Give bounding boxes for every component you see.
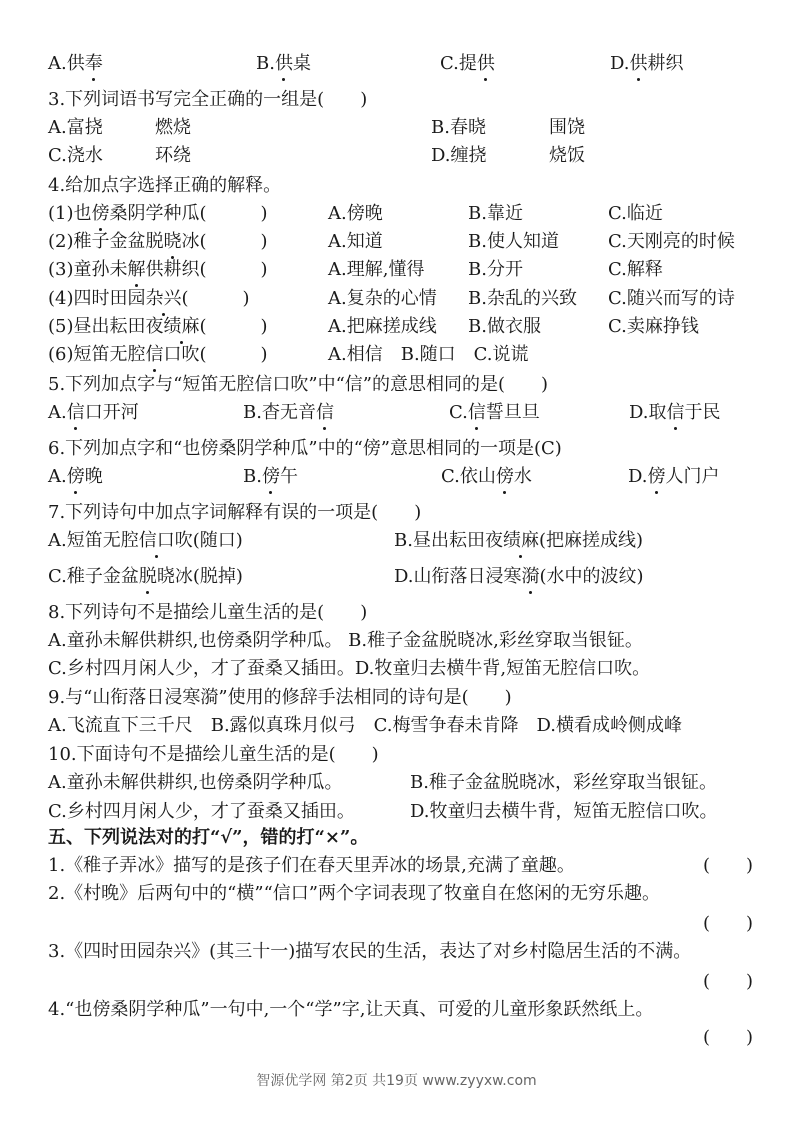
q4-option-c: C.解释 <box>608 259 663 280</box>
q5-option-b: B.杳无音信 <box>243 402 334 423</box>
q6-option-b: B.傍午 <box>243 466 298 487</box>
q4-option-b: B.分开 <box>468 259 523 280</box>
q6-option-c: C.依山傍水 <box>441 466 532 487</box>
q10-option-a: A.童孙未解供耕织,也傍桑阴学种瓜。 <box>48 772 343 793</box>
q3-option-a2: 燃烧 <box>155 117 191 138</box>
q4-question: (5)昼出耘田夜绩麻( ) <box>48 316 268 337</box>
q4-option-b: B.做衣服 <box>468 316 541 337</box>
q5-stem: 5.下列加点字与“短笛无腔信口吹”中“信”的意思相同的是( ) <box>48 374 549 395</box>
q3-option-d1: D.缠挠 <box>431 145 487 166</box>
q4-option-a: A.把麻搓成线 <box>328 316 437 337</box>
q4-question: (3)童孙未解供耕织( ) <box>48 259 268 280</box>
q4-option-c: C.卖麻挣钱 <box>608 316 699 337</box>
q6-option-d: D.傍人门户 <box>628 466 720 487</box>
answer-parentheses[interactable]: ( ) <box>702 855 753 876</box>
q4-option-a: A.理解,懂得 <box>328 259 425 280</box>
q5-option-c: C.信誓旦旦 <box>449 402 540 423</box>
q4-option-a: A.傍晚 <box>328 203 383 224</box>
q2-option-a: A.供奉 <box>48 53 103 74</box>
statement-text: 1.《稚子弄冰》描写的是孩子们在春天里弄冰的场景,充满了童趣。 <box>48 855 575 876</box>
q7-option-d: D.山衔落日浸寒漪(水中的波纹) <box>394 566 644 587</box>
q4-option-a: A.知道 <box>328 231 383 252</box>
section-five-title: 五、下列说法对的打“√”，错的打“×”。 <box>48 827 369 848</box>
q3-option-c1: C.浇水 <box>48 145 103 166</box>
q4-option-c: C.天刚亮的时候 <box>608 231 735 252</box>
q10-option-d: D.牧童归去横牛背，短笛无腔信口吹。 <box>410 801 718 822</box>
q9-stem: 9.与“山衔落日浸寒漪”使用的修辞手法相同的诗句是( ) <box>48 687 512 708</box>
q4-option-a: A.复杂的心情 <box>328 288 437 309</box>
q3-stem: 3.下列词语书写完全正确的一组是( ) <box>48 89 368 110</box>
q4-question: (1)也傍桑阴学种瓜( ) <box>48 203 268 224</box>
q4-question: (2)稚子金盆脱晓冰( ) <box>48 231 268 252</box>
q3-option-d2: 烧饭 <box>549 145 585 166</box>
q7-option-a: A.短笛无腔信口吹(随口) <box>48 530 243 551</box>
true-false-item: 2.《村晚》后两句中的“横”“信口”两个字词表现了牧童自在悠闲的无穷乐趣。 <box>48 883 660 904</box>
q7-stem: 7.下列诗句中加点字词解释有误的一项是( ) <box>48 502 422 523</box>
answer-parentheses[interactable]: ( ) <box>702 971 753 992</box>
q5-option-a: A.信口开河 <box>48 402 139 423</box>
q4-option-c: C.临近 <box>608 203 663 224</box>
q6-stem: 6.下列加点字和“也傍桑阴学种瓜”中的“傍”意思相同的一项是(C) <box>48 438 562 459</box>
true-false-item: 4.“也傍桑阴学种瓜”一句中,一个“学”字,让天真、可爱的儿童形象跃然纸上。 <box>48 999 654 1020</box>
q8-stem: 8.下列诗句不是描绘儿童生活的是( ) <box>48 602 368 623</box>
q10-option-b: B.稚子金盆脱晓冰，彩丝穿取当银钲。 <box>410 772 717 793</box>
true-false-item <box>48 854 753 878</box>
true-false-item: 3.《四时田园杂兴》(其三十一)描写农民的生活，表达了对乡村隐居生活的不满。 <box>48 941 692 962</box>
q5-option-d: D.取信于民 <box>629 402 721 423</box>
q7-option-b: B.昼出耘田夜绩麻(把麻搓成线) <box>394 530 643 551</box>
q4-question: (4)四时田园杂兴( ) <box>48 288 250 309</box>
answer-parentheses[interactable]: ( ) <box>702 913 753 934</box>
q8-options-ab: A.童孙未解供耕织,也傍桑阴学种瓜。 B.稚子金盆脱晓冰,彩丝穿取当银钲。 <box>48 630 643 651</box>
q2-option-c: C.提供 <box>440 53 495 74</box>
q3-option-b1: B.春晓 <box>431 117 486 138</box>
page-footer: 智源优学网 第2页 共19页 www.zyyxw.com <box>256 1073 537 1089</box>
q10-option-c: C.乡村四月闲人少，才了蚕桑又插田。 <box>48 801 355 822</box>
q6-option-a: A.傍晚 <box>48 466 103 487</box>
q3-option-b2: 围饶 <box>549 117 585 138</box>
q4-option-b: B.使人知道 <box>468 231 559 252</box>
q4-options: A.相信 B.随口 C.说谎 <box>328 344 529 365</box>
answer-parentheses[interactable]: ( ) <box>702 1027 753 1048</box>
q3-option-c2: 环绕 <box>155 145 191 166</box>
q9-options: A.飞流直下三千尺 B.露似真珠月似弓 C.梅雪争春未肯降 D.横看成岭侧成峰 <box>48 715 683 736</box>
q3-option-a1: A.富挠 <box>48 117 103 138</box>
q7-option-c: C.稚子金盆脱晓冰(脱掉) <box>48 566 243 587</box>
q4-option-b: B.靠近 <box>468 203 523 224</box>
q2-option-d: D.供耕织 <box>610 53 684 74</box>
q4-option-b: B.杂乱的兴致 <box>468 288 577 309</box>
q4-question: (6)短笛无腔信口吹( ) <box>48 344 268 365</box>
q10-stem: 10.下面诗句不是描绘儿童生活的是( ) <box>48 744 379 765</box>
q4-stem: 4.给加点字选择正确的解释。 <box>48 175 282 196</box>
q4-option-c: C.随兴而写的诗 <box>608 288 735 309</box>
q2-option-b: B.供桌 <box>256 53 311 74</box>
q8-options-cd: C.乡村四月闲人少，才了蚕桑又插田。D.牧童归去横牛背,短笛无腔信口吹。 <box>48 658 651 679</box>
